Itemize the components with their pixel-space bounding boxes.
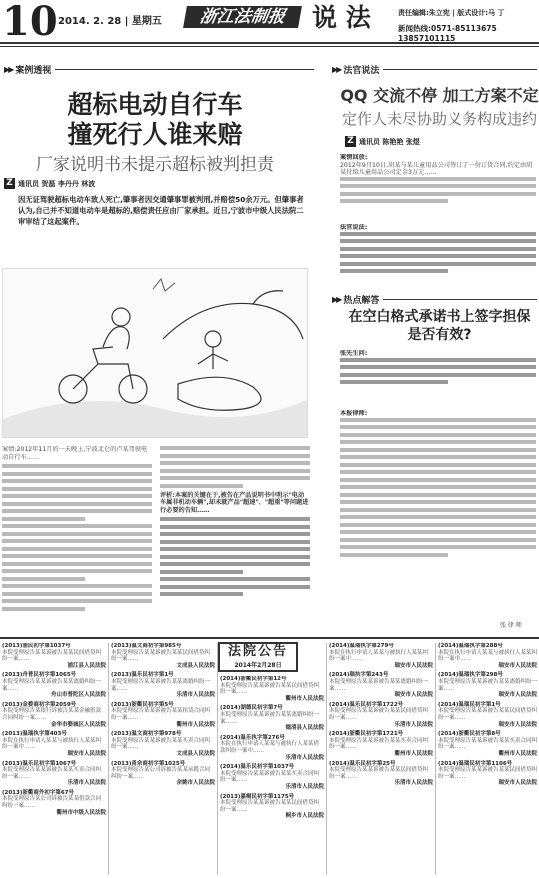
notice-column-4 bbox=[329, 643, 433, 875]
header-rule bbox=[0, 44, 539, 47]
reporter-icon: Z bbox=[345, 136, 356, 147]
section-rule bbox=[55, 69, 314, 70]
qa-answer: 本报律师: bbox=[340, 410, 536, 615]
section-rule bbox=[383, 299, 537, 300]
notice-item: (2014)温乐民初字第1037号 本院受理原告某某诉被告某某买卖合同纠纷一案…… 乐清市人民法院 bbox=[220, 764, 324, 790]
section-rule bbox=[383, 69, 537, 70]
notice-item: (2014)浙衢民初字第12号 本院受理原告某某诉被告某某民间借贷纠纷一案…… 衢州市人民法院 bbox=[220, 676, 324, 702]
judge-section-label: ▶▶ 法官说法 bbox=[332, 62, 537, 76]
issue-date: 2014. 2. 28 | 星期五 bbox=[58, 16, 162, 27]
notice-item: (2013)温乐民初字第1067号 本院受理原告某某诉被告某某买卖合同纠纷一案…… 乐清市人民法院 bbox=[2, 760, 106, 787]
notice-item: (2014)温瑞执字第279号 本院在执行申请人某某与被执行人某某纠纷一案中…… 瑞安市人民法院 bbox=[329, 643, 433, 669]
notice-item: (2014)温瑞民初字第1号 本院受理原告某某诉被告某某民间借贷纠纷一案…… 瑞安市人民法院 bbox=[438, 701, 537, 728]
page-header bbox=[0, 0, 539, 44]
section-title: 说 法 bbox=[312, 3, 371, 32]
case-headline-line-1: 超标电动自行车 bbox=[67, 90, 243, 119]
notice-item: (2013)嘉桐民初字第1175号 本院受理原告某某诉被告某某民间借贷纠纷一案…… 桐乡市人民法院 bbox=[220, 793, 324, 820]
reporter-icon: Z bbox=[4, 178, 15, 189]
column-rule bbox=[435, 643, 436, 875]
notice-item: (2014)温瑞民初字第1106号 本院受理原告某某诉被告某某民间借贷纠纷一案…… 瑞安市人民法院 bbox=[438, 760, 537, 787]
notice-item: (2013)温乐民初字第1号 本院受理原告某某诉被告某某离婚纠纷一案…… 乐清市人民法院 bbox=[111, 672, 215, 699]
column-rule bbox=[108, 643, 109, 875]
lawyer-signature: 张 律 师 bbox=[500, 622, 522, 629]
hot-qa-section-label: ▶▶ 热点解答 bbox=[332, 292, 537, 306]
notice-column-5 bbox=[438, 643, 537, 875]
court-notice-masthead: 法院公告 2014年2月28日 bbox=[218, 642, 298, 672]
case-headline-line-2: 撞死行人谁来赔 bbox=[67, 120, 243, 149]
notice-item: (2013)浙衢商外初字第67号 本院受理原告某公司诉被告某某借款合同纠纷一案…… 衢州市中级人民法院 bbox=[2, 789, 106, 816]
case-illustration bbox=[2, 268, 308, 438]
qq-headline-line-2: 定作人未尽协助义务构成违约 bbox=[341, 110, 537, 128]
ebike-accident-cartoon bbox=[3, 269, 308, 438]
news-hotline: 新闻热线:0571-85113675 13857101115 bbox=[398, 24, 497, 43]
arrow-icon: ▶▶ bbox=[332, 294, 341, 304]
arrow-icon: ▶▶ bbox=[4, 64, 13, 74]
qq-headline-line-1: QQ 交流不停 加工方案不定 bbox=[340, 86, 539, 105]
notice-item: (2014)浙衢民初字第1721号 本院受理原告某某诉被告某某买卖合同纠纷一案…… 衢州市人民法院 bbox=[329, 731, 433, 757]
notice-item: (2014)温乐民初字第1722号 本院受理原告某某诉被告某某民间借贷纠纷一案…… 乐清市人民法院 bbox=[329, 701, 433, 728]
qq-byline: Z 通讯员 陈艳艳 张煜 bbox=[345, 136, 420, 147]
qa-question: 张先生问: bbox=[340, 350, 536, 406]
qq-judge-comment: 法官说法: bbox=[340, 224, 536, 284]
notice-item: (2013)浙衢民初字第5号 本院受理原告某某诉被告某某租赁合同纠纷一案…… 衢州市人民法院 bbox=[111, 701, 215, 728]
arrow-icon: ▶▶ bbox=[332, 64, 341, 74]
notice-item: (2013)金婺商初字第2059号 本院受理原告某银行诉被告某某金融借款合同纠纷一案…… 金华市婺城区人民法院 bbox=[2, 701, 106, 728]
notice-item: (2013)浦民初字第1037号 本院受理原告某某诉被告某某民间借贷纠纷一案…… 浦江县人民法院 bbox=[2, 643, 106, 669]
notice-item: (2014)浙衢民初字第8号 本院受理原告某某诉被告某某买卖合同纠纷一案…… 衢州市人民法院 bbox=[438, 731, 537, 757]
case-byline: Z 通讯员 贺磊 李丹丹 林波 bbox=[4, 178, 95, 189]
notice-column-2 bbox=[111, 643, 215, 875]
paper-logo: 浙江法制报 bbox=[183, 6, 302, 28]
notice-divider bbox=[0, 637, 539, 639]
qq-case-review: 案情回放: 2012年9月10日,胡某与某儿童用品公司签订了一份订货合同,约定由胡某付给儿童用品公司定金3万元…… bbox=[340, 154, 536, 220]
notice-item: (2013)甬余商初字第1025号 本院受理原告某公司诉被告某某承揽合同纠纷一案…… 余姚市人民法院 bbox=[111, 760, 215, 787]
qa-headline-line-2: 是否有效? bbox=[407, 327, 472, 343]
commentary-paragraph: 评析:本案的关键在于,被告在产品说明书中明示"电动车属非机动车辆",却未就产品"超速"、"超重"等问题进行必要的告知…… bbox=[160, 491, 309, 514]
notice-column-3 bbox=[220, 676, 324, 875]
case-lead-paragraph: 因无证驾驶超标电动车致人死亡,肇事者因交通肇事罪被判刑,并赔偿50余万元。但肇事者认为,自己并不知道电动车是超标的,赔偿责任应由厂家承担。近日,宁波市中级人民法院二审审结了这起案件。 bbox=[18, 195, 304, 226]
column-rule bbox=[326, 643, 327, 875]
case-body-column-2 bbox=[160, 446, 310, 634]
column-rule bbox=[217, 643, 218, 875]
notice-item: (2014)温乐民初字第25号 本院受理原告某某诉被告某某民间借贷纠纷一案…… 乐清市人民法院 bbox=[329, 760, 433, 787]
notice-item: (2014)温瑞执字第298号 本院受理原告某某诉被告某某离婚纠纷一案…… 瑞安市人民法院 bbox=[438, 672, 537, 699]
case-body-column-1: 案情:2012年11月的一天晚上,宁波北仑的卢某驾驶电动自行车…… bbox=[2, 446, 152, 634]
notice-item: (2014)温瑞执字第288号 本院在执行申请人某某与被执行人某某纠纷一案中…… 瑞安市人民法院 bbox=[438, 643, 537, 669]
case-section-label: ▶▶ 案例透视 bbox=[4, 62, 314, 76]
qa-headline-line-1: 在空白格式承诺书上签字担保 bbox=[348, 309, 531, 325]
notice-item: (2014)湖德民初字第7号 本院受理原告某某诉被告某某离婚纠纷一案…… 德清县人民法院 bbox=[220, 705, 324, 732]
editors-credit: 责任编辑:朱立宪 | 版式设计:马 丁 bbox=[398, 9, 505, 17]
notice-item: (2014)温乐执字第276号 本院在执行申请人某某与被执行人某某借款纠纷一案中…… 乐清市人民法院 bbox=[220, 734, 324, 761]
notice-item: (2013)温文商初字第985号 本院受理原告某某诉被告某某民间借贷纠纷一案…… 文成县人民法院 bbox=[111, 643, 215, 669]
case-subheadline: 厂家说明书未提示超标被判担责 bbox=[36, 155, 274, 175]
notice-item: (2014)瑞执字第243号 本院受理原告某某诉被告某某离婚纠纷一案…… 瑞安市人民法院 bbox=[329, 672, 433, 699]
notice-item: (2013)温瑞执字第403号 本院在执行申请人某某与被执行人某某纠纷一案中…… 瑞安市人民法院 bbox=[2, 731, 106, 757]
notice-item: (2013)温文商初字第978号 本院受理原告某某诉被告某某买卖合同纠纷一案…… 文成县人民法院 bbox=[111, 731, 215, 757]
notice-column-1 bbox=[2, 643, 106, 875]
notice-item: (2013)舟普民初字第1065号 本院受理原告某某诉被告某某离婚纠纷一案…… 舟山市普陀区人民法院 bbox=[2, 672, 106, 699]
page-number: 10 bbox=[2, 0, 58, 45]
